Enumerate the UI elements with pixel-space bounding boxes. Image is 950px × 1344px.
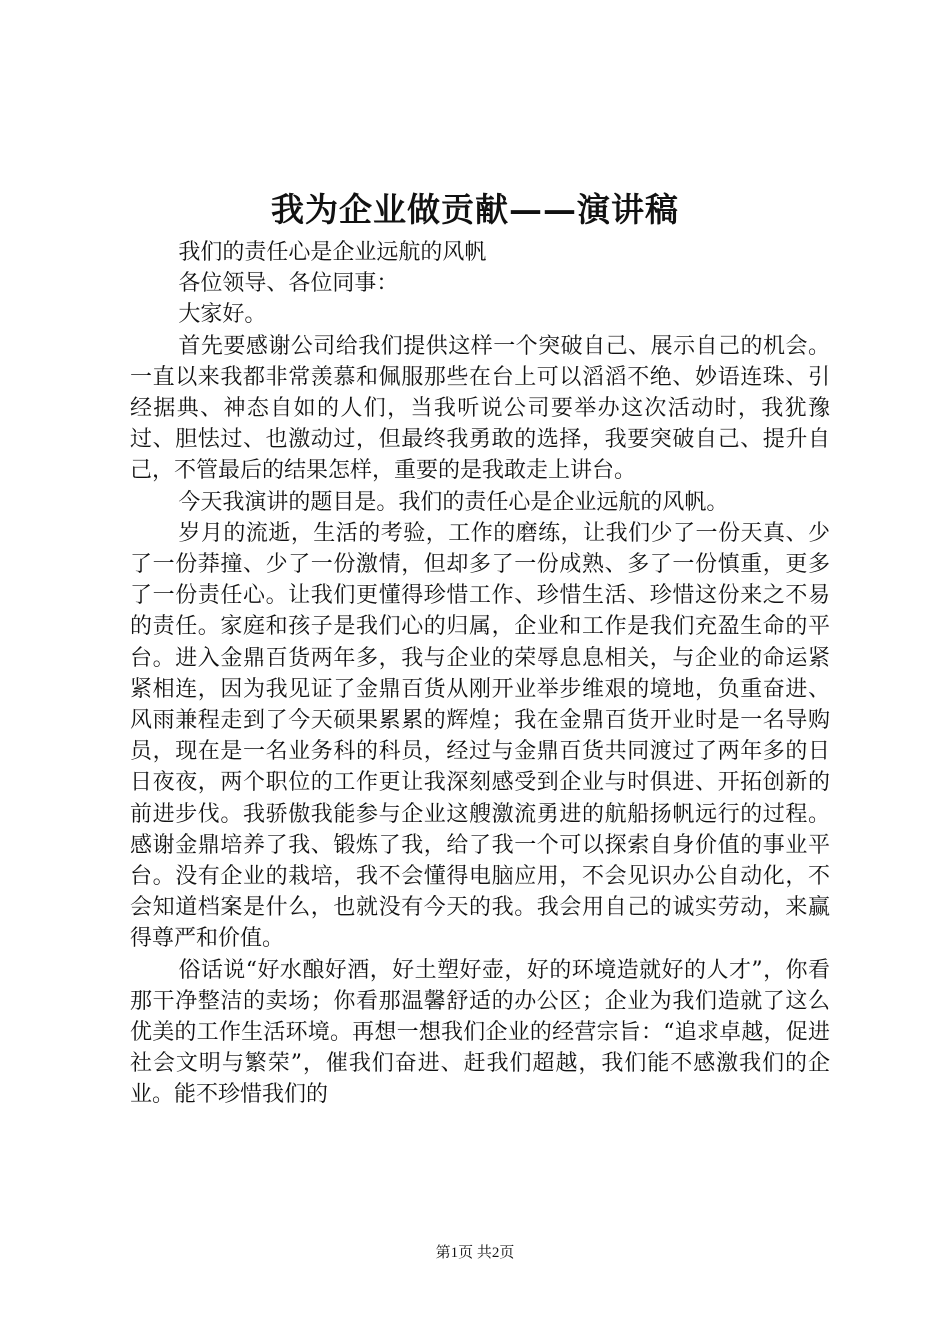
page-number-footer: 第1页 共2页 (435, 1245, 515, 1261)
salutation: 各位领导、各位同事： (178, 271, 399, 297)
body-paragraph: 俗话说“好水酿好酒，好土塑好壶，好的环境造就好的人才”，你看那干净整洁的卖场；你看那温馨舒适的办公区；企业为我们造就了这么优美的工作生活环境。再想一想我们企业的经营宗旨：“追求卓越，促进社会文明与繁荣”，催我们奋进、赶我们超越，我们能不感激我们的企业。能不珍惜我们的 (130, 957, 830, 1108)
greeting: 大家好。 (178, 302, 267, 328)
document-body (130, 237, 830, 1111)
speech-subtitle: 我们的责任心是企业远航的风帆 (178, 240, 487, 265)
body-paragraph: 首先要感谢公司给我们提供这样一个突破自己、展示自己的机会。一直以来我都非常羡慕和佩服那些在台上可以滔滔不绝、妙语连珠、引经据典、神态自如的人们，当我听说公司要举办这次活动时，我犹豫过、胆怯过、也激动过，但最终我勇敢的选择，我要突破自己、提升自己，不管最后的结果怎样，重要的是我敢走上讲台。 (130, 333, 830, 484)
body-paragraph: 岁月的流逝，生活的考验，工作的磨练，让我们少了一份天真、少了一份莽撞、少了一份激情，但却多了一份成熟、多了一份慎重，更多了一份责任心。让我们更懂得珍惜工作、珍惜生活、珍惜这份来之不易的责任。家庭和孩子是我们心的归属，企业和工作是我们充盈生命的平台。进入金鼎百货两年多，我与企业的荣辱息息相关，与企业的命运紧紧相连，因为我见证了金鼎百货从刚开业举步维艰的境地，负重奋进、风雨兼程走到了今天硕果累累的辉煌；我在金鼎百货开业时是一名导购员，现在是一名业务科的科员，经过与金鼎百货共同渡过了两年多的日日夜夜，两个职位的工作更让我深刻感受到企业与时俱进、开拓创新的前进步伐。我骄傲我能参与企业这艘激流勇进的航船扬帆远行的过程。感谢金鼎培养了我、锻炼了我，给了我一个可以探索自身价值的事业平台。没有企业的栽培，我不会懂得电脑应用，不会见识办公自动化，不会知道档案是什么，也就没有今天的我。我会用自己的诚实劳动，来赢得尊严和价值。 (130, 520, 830, 952)
body-paragraph: 今天我演讲的题目是。我们的责任心是企业远航的风帆。 (178, 489, 729, 515)
document-title: 我为企业做贡献——演讲稿 (271, 190, 679, 229)
